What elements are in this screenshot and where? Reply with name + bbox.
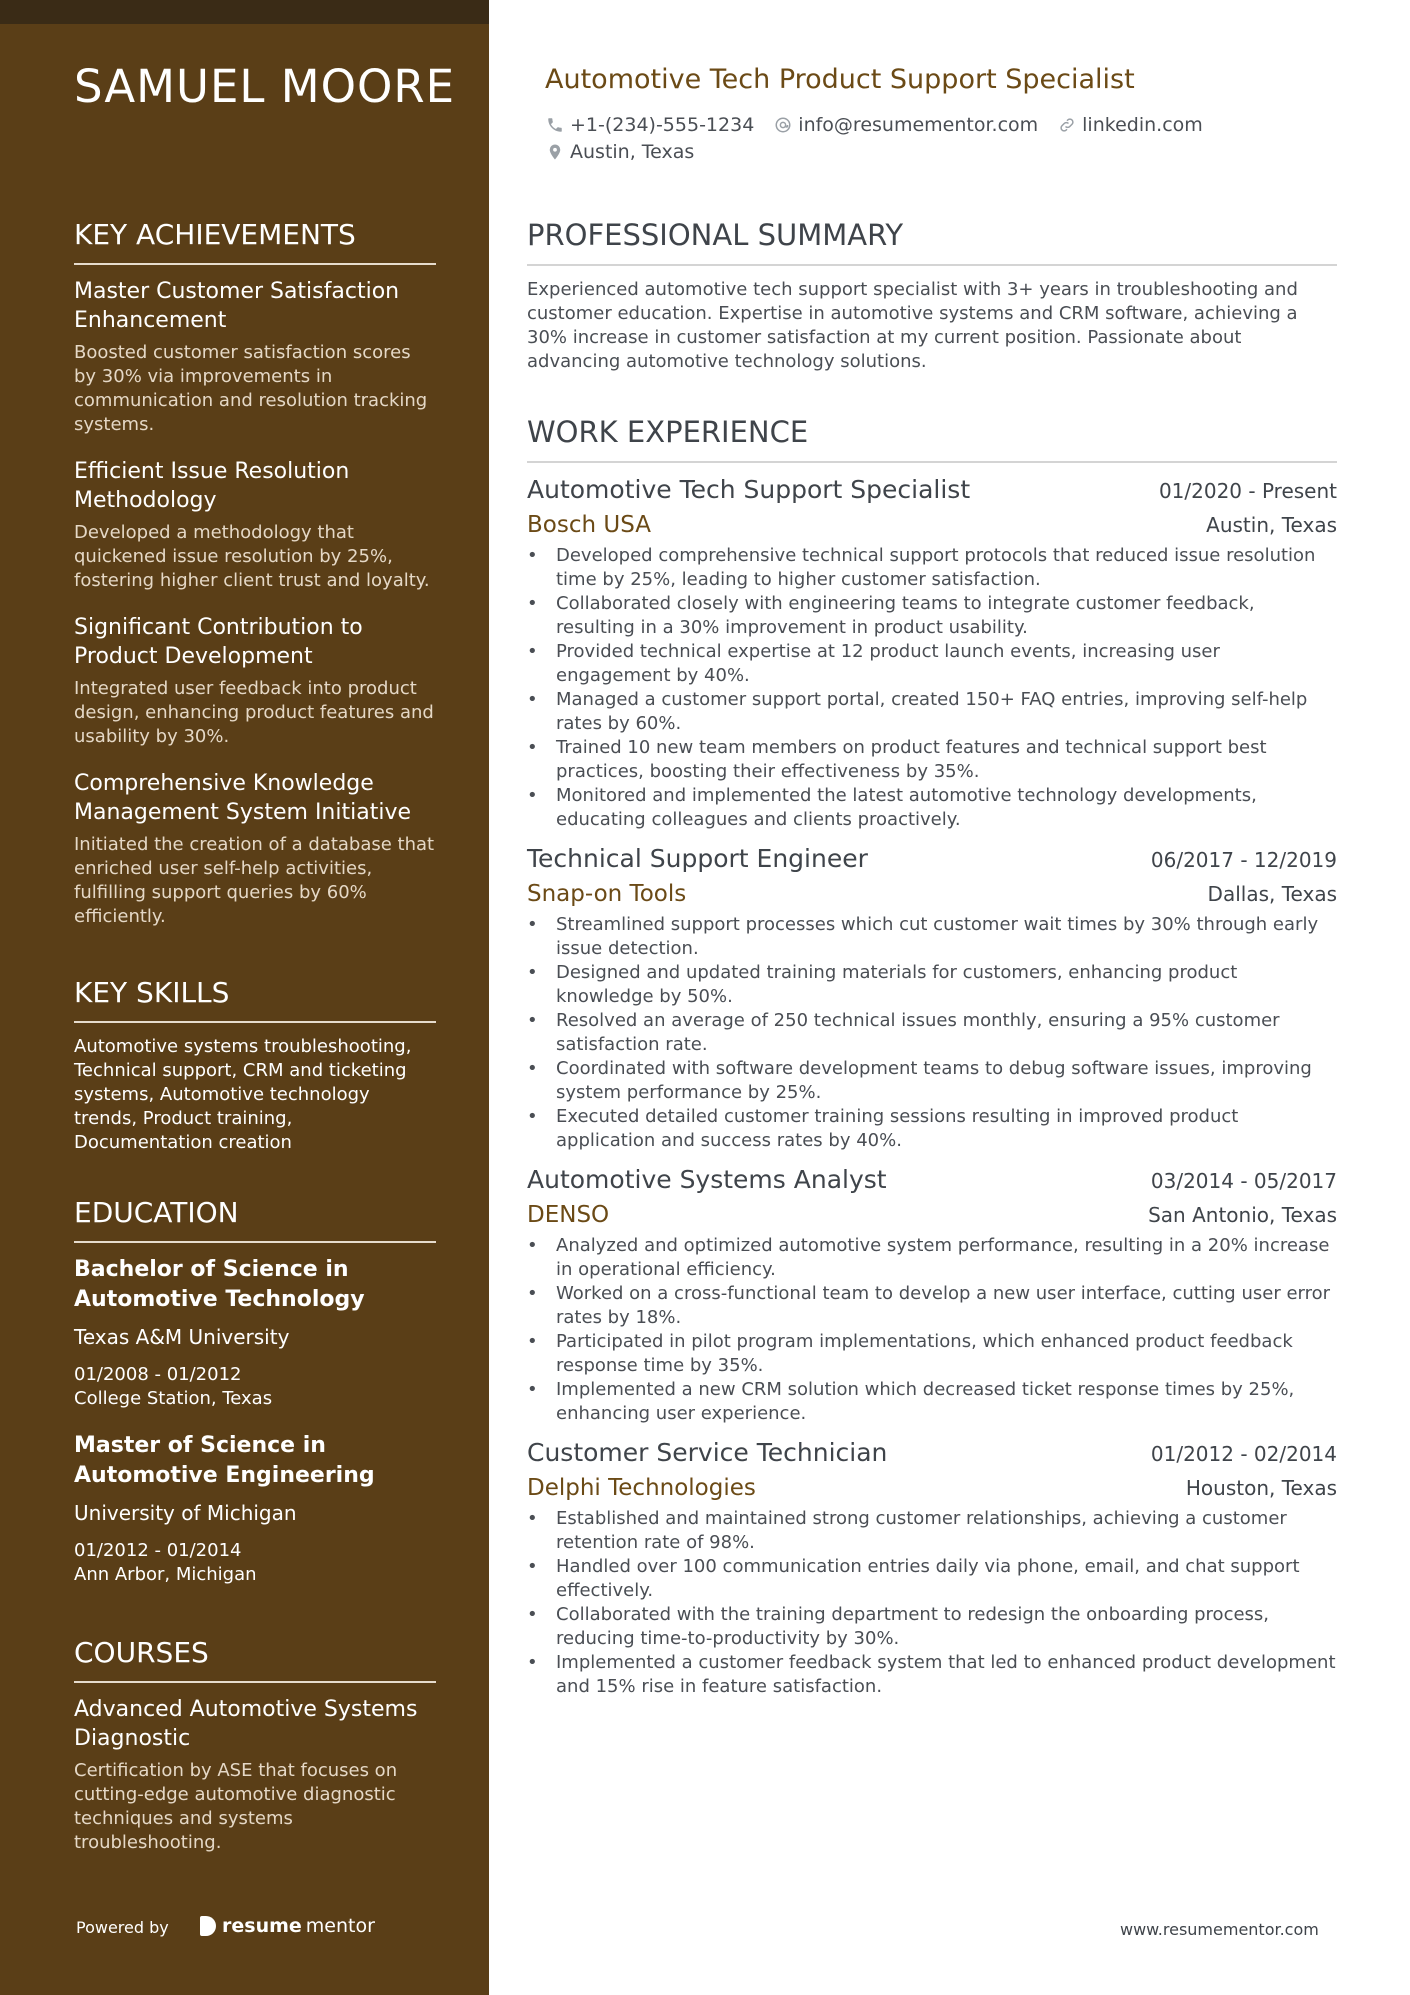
education-dates: 01/2008 - 01/2012: [74, 1364, 242, 1385]
job-role: Customer Service Technician: [527, 1438, 888, 1467]
job-bullet: • Managed a customer support portal, created 150+ FAQ entries, improving self-help rates by 60%.: [527, 688, 1337, 736]
contact-email[interactable]: [774, 114, 1038, 136]
job-company: Snap-on Tools: [527, 881, 687, 907]
at-sign-icon: [774, 116, 792, 134]
job-bullet: • Designed and updated training materials for customers, enhancing product knowledge by 50%.: [527, 961, 1337, 1009]
footer-url[interactable]: www.resumementor.com: [1120, 1920, 1319, 1939]
job-bullet: • Collaborated with the training department to redesign the onboarding process, reducing time-to-productivity by 30%.: [527, 1603, 1337, 1651]
job-dates: 01/2012 - 02/2014: [1150, 1442, 1337, 1466]
achievement-item: [74, 457, 436, 593]
resumementor-logo-icon: [200, 1916, 216, 1936]
summary-heading: PROFESSIONAL SUMMARY: [527, 218, 1337, 266]
education-item: [74, 1255, 436, 1411]
course-title: Advanced Automotive Systems Diagnostic: [74, 1697, 418, 1751]
skills-heading: KEY SKILLS: [74, 976, 436, 1023]
achievement-title: Comprehensive Knowledge Management System Initiative: [74, 771, 412, 825]
linkedin-text: linkedin.com: [1082, 113, 1203, 136]
job-dates: 06/2017 - 12/2019: [1150, 848, 1337, 872]
course-desc: Certification by ASE that focuses on cutting-edge automotive diagnostic techniques and systems troubleshooting.: [74, 1760, 398, 1853]
job-entry: [527, 475, 1337, 832]
job-role: Automotive Systems Analyst: [527, 1165, 887, 1194]
job-bullet: • Collaborated closely with engineering teams to integrate customer feedback, resulting in a 30% improvement in product usability.: [527, 592, 1337, 640]
achievement-desc: Integrated user feedback into product design, enhancing product features and usability by 30%.: [74, 678, 434, 747]
achievement-title: Master Customer Satisfaction Enhancement: [74, 279, 400, 333]
job-bullets: [527, 913, 1337, 1153]
education-location: College Station, Texas: [74, 1388, 273, 1409]
job-bullets: [527, 1234, 1337, 1426]
job-bullets: [527, 544, 1337, 832]
brand-name-light: mentor: [305, 1915, 375, 1937]
job-role: Automotive Tech Support Specialist: [527, 475, 971, 504]
contact-linkedin[interactable]: [1058, 114, 1203, 136]
course-item: [74, 1695, 436, 1855]
job-entry: [527, 844, 1337, 1153]
powered-by-label: Powered by: [76, 1918, 169, 1937]
job-company: DENSO: [527, 1202, 610, 1228]
job-bullet: • Resolved an average of 250 technical issues monthly, ensuring a 95% customer satisfaction rate.: [527, 1009, 1337, 1057]
job-bullet: • Streamlined support processes which cut customer wait times by 30% through early issue detection.: [527, 913, 1337, 961]
achievement-desc: Initiated the creation of a database that enriched user self-help activities, fulfilling support queries by 60% efficiently.: [74, 834, 435, 927]
phone-icon: [546, 116, 564, 134]
job-dates: 03/2014 - 05/2017: [1150, 1169, 1337, 1193]
education-dates: 01/2012 - 01/2014: [74, 1540, 242, 1561]
contact-location: [546, 141, 694, 163]
achievement-title: Significant Contribution to Product Development: [74, 615, 363, 669]
contact-info: [546, 111, 1223, 165]
job-company: Bosch USA: [527, 512, 651, 538]
headline: Automotive Tech Product Support Specialist: [545, 64, 1135, 95]
job-bullet: • Trained 10 new team members on product features and technical support best practices, boosting their effectiveness by 35%.: [527, 736, 1337, 784]
education-location: Ann Arbor, Michigan: [74, 1564, 257, 1585]
link-icon: [1058, 116, 1076, 134]
job-bullet: • Established and maintained strong customer relationships, achieving a customer retention rate of 98%.: [527, 1507, 1337, 1555]
job-bullet: • Coordinated with software development teams to debug software issues, improving system performance by 25%.: [527, 1057, 1337, 1105]
job-bullet: • Developed comprehensive technical support protocols that reduced issue resolution time by 25%, leading to higher customer satisfaction.: [527, 544, 1337, 592]
job-bullet: • Monitored and implemented the latest automotive technology developments, educating colleagues and clients proactively.: [527, 784, 1337, 832]
phone-text: +1-(234)-555-1234: [570, 113, 755, 136]
courses-section: [74, 1636, 436, 1875]
achievement-title: Efficient Issue Resolution Methodology: [74, 459, 350, 513]
job-location: Dallas, Texas: [1207, 882, 1337, 906]
job-dates: 01/2020 - Present: [1158, 479, 1337, 503]
job-role: Technical Support Engineer: [527, 844, 868, 873]
email-text: info@resumementor.com: [798, 113, 1039, 136]
education-section: [74, 1196, 436, 1607]
achievement-desc: Developed a methodology that quickened issue resolution by 25%, fostering higher client trust and loyalty.: [74, 522, 430, 591]
job-bullet: • Participated in pilot program implementations, which enhanced product feedback response time by 35%.: [527, 1330, 1337, 1378]
brand-name-bold: resume: [222, 1915, 302, 1937]
brand-logo[interactable]: [200, 1915, 375, 1937]
job-company: Delphi Technologies: [527, 1475, 756, 1501]
experience-section: [527, 415, 1337, 1711]
achievement-item: [74, 769, 436, 929]
job-location: Houston, Texas: [1185, 1476, 1337, 1500]
job-bullet: • Implemented a new CRM solution which decreased ticket response times by 25%, enhancing user experience.: [527, 1378, 1337, 1426]
education-degree: Bachelor of Science in Automotive Technology: [74, 1257, 365, 1312]
job-bullets: [527, 1507, 1337, 1699]
job-bullet: • Analyzed and optimized automotive system performance, resulting in a 20% increase in operational efficiency.: [527, 1234, 1337, 1282]
education-heading: EDUCATION: [74, 1196, 436, 1243]
job-bullet: • Provided technical expertise at 12 product launch events, increasing user engagement by 40%.: [527, 640, 1337, 688]
location-text: Austin, Texas: [570, 140, 695, 163]
job-bullet: • Worked on a cross-functional team to develop a new user interface, cutting user error rates by 18%.: [527, 1282, 1337, 1330]
achievement-item: [74, 277, 436, 437]
skills-list: Automotive systems troubleshooting, Technical support, CRM and ticketing systems, Automotive technology trends, Product training, Documentation creation: [74, 1036, 412, 1153]
courses-heading: COURSES: [74, 1636, 436, 1683]
achievement-item: [74, 613, 436, 749]
education-item: [74, 1431, 436, 1587]
education-school: Texas A&M University: [74, 1325, 290, 1349]
location-pin-icon: [546, 143, 564, 161]
summary-section: [527, 218, 1337, 374]
job-bullet: • Executed detailed customer training sessions resulting in improved product application and success rates by 40%.: [527, 1105, 1337, 1153]
job-location: San Antonio, Texas: [1148, 1203, 1337, 1227]
job-entry: [527, 1438, 1337, 1699]
candidate-name: SAMUEL MOORE: [74, 60, 456, 113]
sidebar-top-bar: [0, 0, 489, 24]
job-location: Austin, Texas: [1206, 513, 1337, 537]
education-school: University of Michigan: [74, 1501, 297, 1525]
summary-text: Experienced automotive tech support specialist with 3+ years in troubleshooting and customer education. Expertise in automotive systems and CRM software, achieving a 30% increase in customer satisfaction at my current position. Passionate about advancing automotive technology solutions.: [527, 279, 1298, 372]
experience-heading: WORK EXPERIENCE: [527, 415, 1337, 463]
job-bullet: • Implemented a customer feedback system that led to enhanced product development and 15% rise in feature satisfaction.: [527, 1651, 1337, 1699]
achievements-section: [74, 218, 436, 949]
skills-section: [74, 976, 436, 1155]
job-bullet: • Handled over 100 communication entries daily via phone, email, and chat support effectively.: [527, 1555, 1337, 1603]
contact-phone[interactable]: [546, 114, 754, 136]
education-degree: Master of Science in Automotive Engineering: [74, 1433, 375, 1488]
achievements-heading: KEY ACHIEVEMENTS: [74, 218, 436, 265]
job-entry: [527, 1165, 1337, 1426]
achievement-desc: Boosted customer satisfaction scores by 30% via improvements in communication and resolution tracking systems.: [74, 342, 428, 435]
